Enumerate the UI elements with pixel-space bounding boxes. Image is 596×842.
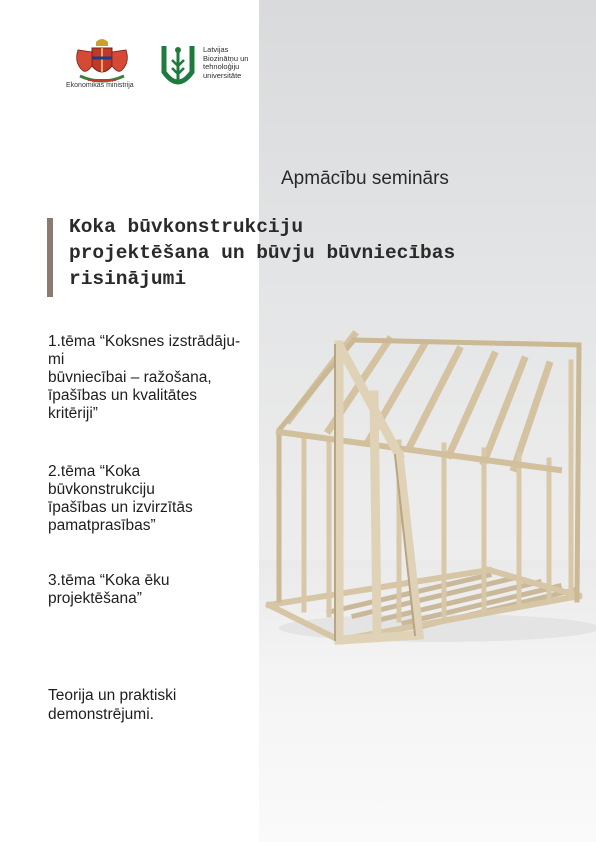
title-line: risinājumi [69, 268, 187, 290]
topic-line: 3.tēma “Koka ēku [48, 572, 170, 589]
topic-line: īpašības un kvalitātes [48, 387, 198, 404]
university-name: Latvijas Biozinātņu un tehnoloģiju universitāte [203, 45, 249, 80]
photo-floor [259, 560, 596, 842]
seminar-subtitle: Apmācību seminārs [281, 168, 449, 189]
title-line: Koka būvkonstrukciju [69, 216, 304, 238]
latvia-coat-of-arms-icon [70, 36, 134, 86]
house-frame-photo [259, 0, 596, 842]
topic-line: projektēšana” [48, 590, 142, 607]
topic-line: būvkonstrukciju [48, 481, 155, 498]
footer-line: demonstrējumi. [48, 706, 154, 723]
footer-line: Teorija un praktiski [48, 687, 177, 704]
topic-line: 1.tēma “Koksnes izstrādāju- [48, 333, 241, 350]
topic-3 [48, 572, 258, 608]
title-line: projektēšana un būvju būvniecības [69, 242, 456, 264]
ministry-caption: Ekonomikas ministrija [66, 82, 134, 89]
topic-2 [48, 463, 238, 535]
topic-line: īpašības un izvirzītās [48, 499, 193, 516]
university-logo-icon [160, 42, 196, 92]
footer-note [48, 686, 248, 724]
topic-line: būvniecībai – ražošana, [48, 369, 212, 386]
seminar-title [69, 214, 569, 292]
topic-line: pamatprasības” [48, 517, 156, 534]
topic-1 [48, 333, 258, 423]
title-accent-bar [47, 218, 53, 297]
topic-line: kritēriji” [48, 405, 98, 422]
topic-line: mi [48, 351, 65, 368]
topic-line: 2.tēma “Koka [48, 463, 141, 480]
